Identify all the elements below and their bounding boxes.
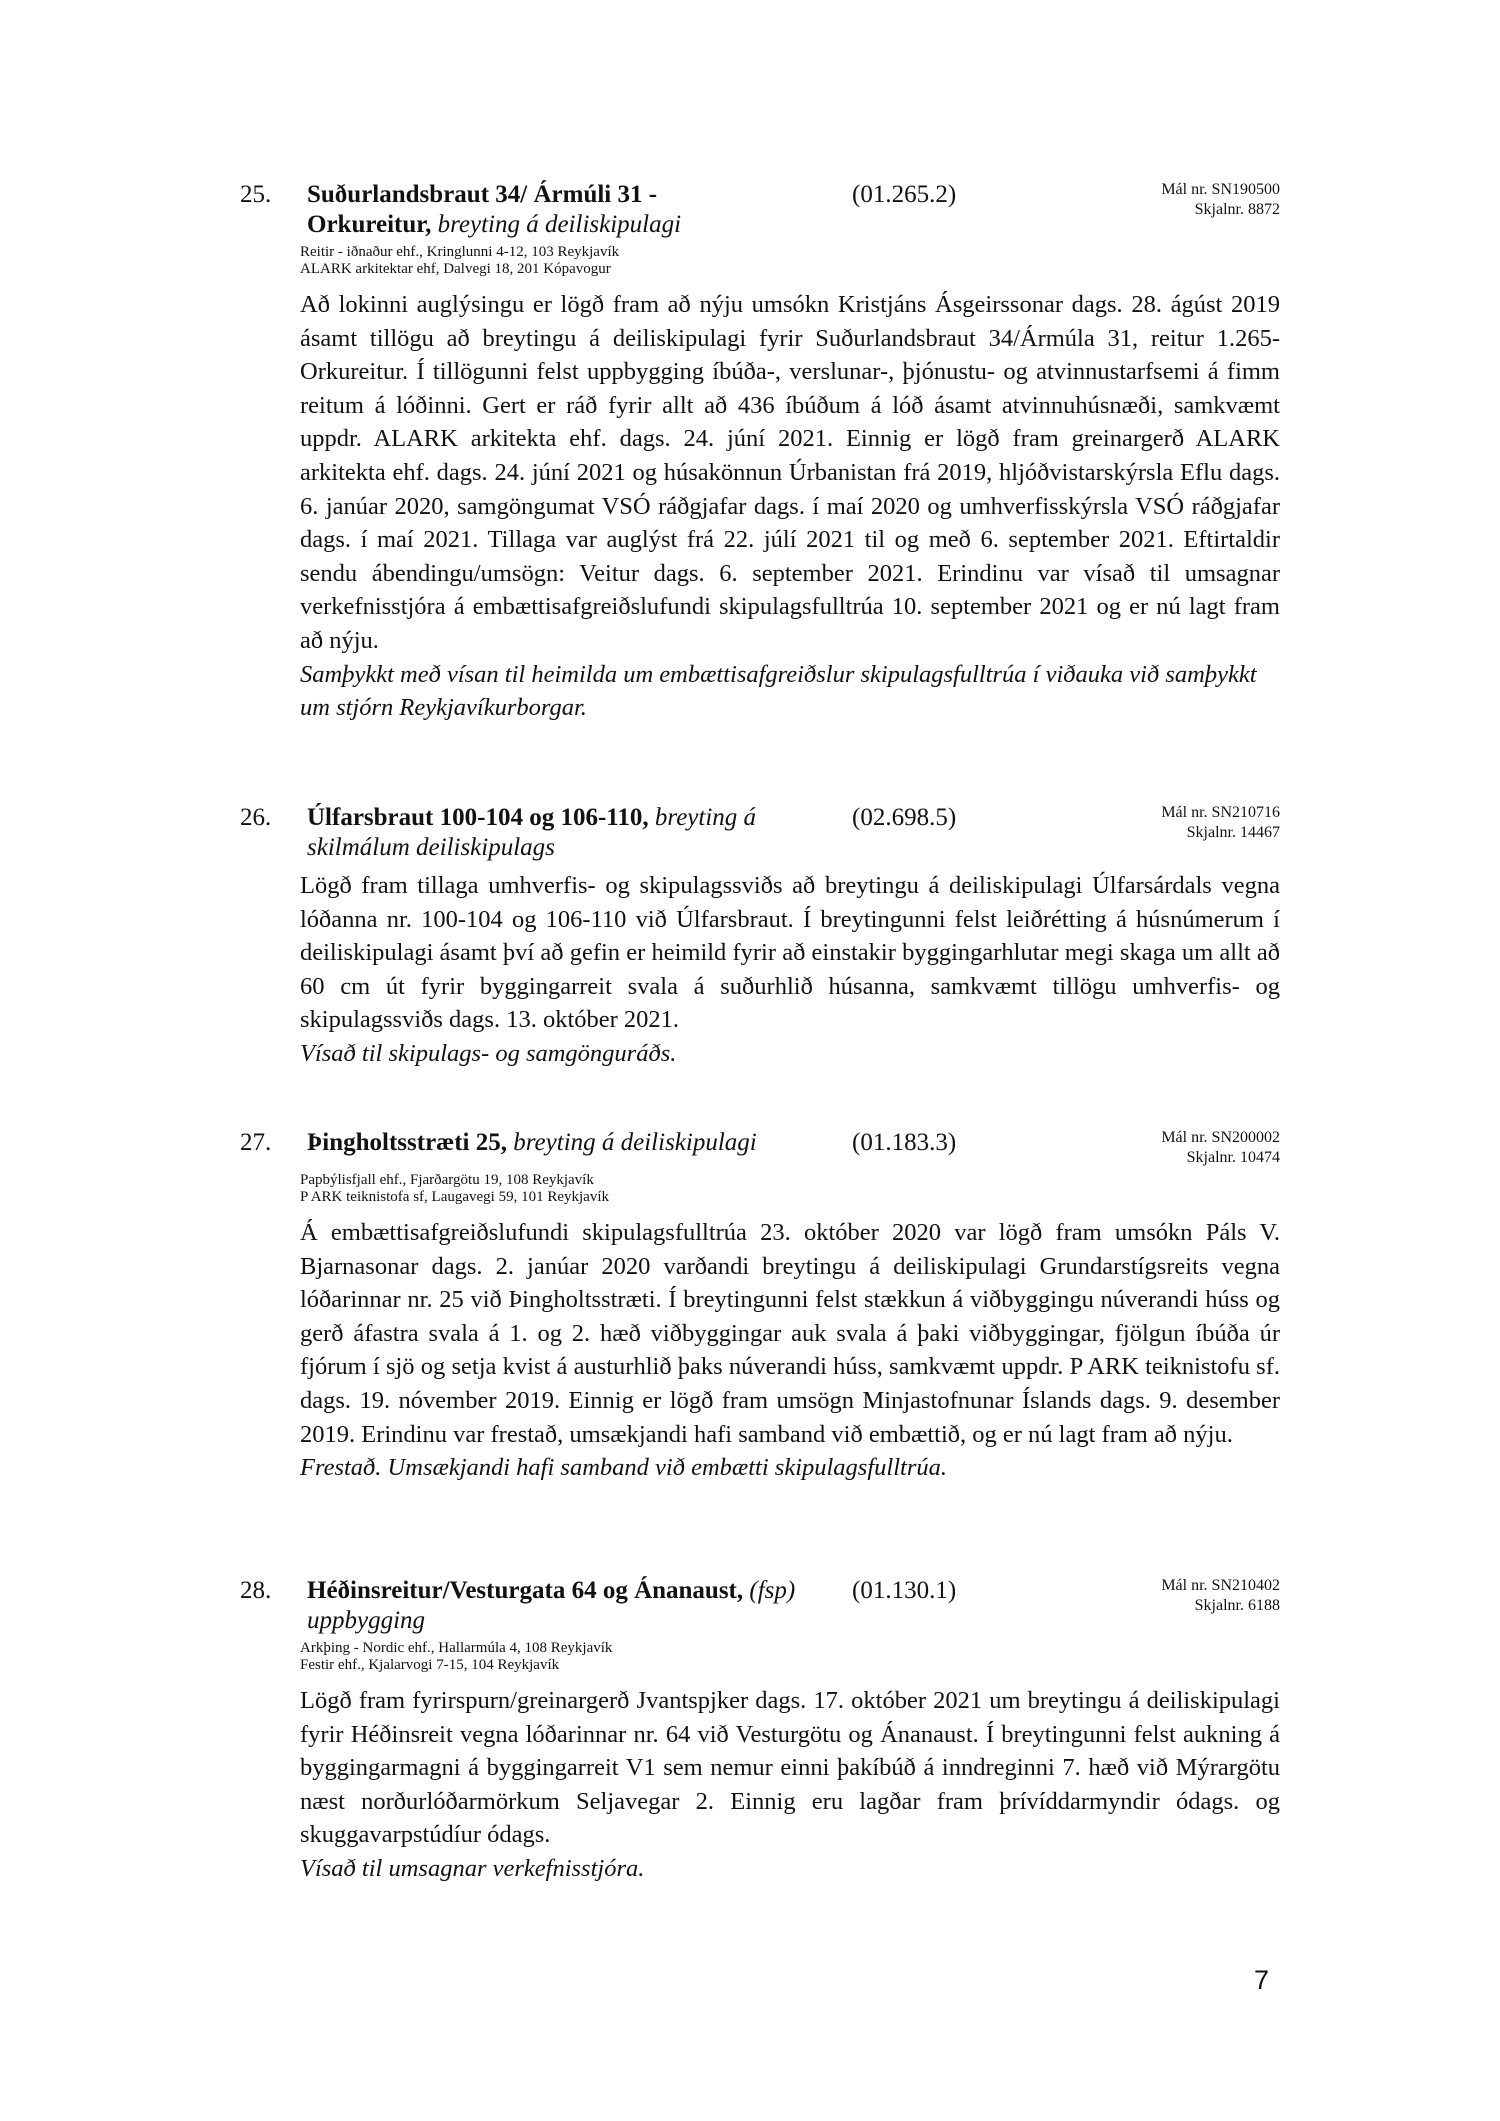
item-title (307, 180, 787, 240)
skjalnr: Skjalnr. 10474 (1186, 1149, 1280, 1166)
item-parties (300, 244, 619, 278)
item-title (307, 1128, 847, 1158)
item-location: (01.183.3) (852, 1129, 957, 1156)
case-reference (1161, 180, 1280, 220)
case-reference (1161, 803, 1280, 843)
item-title-italic: (fsp) uppbygging (307, 1577, 796, 1634)
item-title (307, 1576, 827, 1636)
party-line: Festir ehf., Kjalarvogi 7-15, 104 Reykjavík (300, 1657, 560, 1673)
item-body (300, 869, 1280, 1071)
item-description: Lögð fram fyrirspurn/greinargerð Jvantspjker dags. 17. október 2021 um breytingu á deiliskipulagi fyrir Héðinsreit vegna lóðarinnar nr. 64 við Vesturgötu og Ánanaust. Í breytingunni felst aukning á byggingarmagni á byggingarreit V1 sem nemur einni þakíbúð á inndreginni 7. hæð við Mýrargötu næst norðurlóðarmörkum Seljavegar 2. Einnig eru lagðar fram þrívíddarmyndir ódags. og skuggavarpstúdíur ódags. (300, 1687, 1280, 1849)
item-title-bold: Þingholtsstræti 25, (307, 1129, 507, 1156)
skjalnr: Skjalnr. 6188 (1194, 1597, 1280, 1614)
party-line: Reitir - iðnaður ehf., Kringlunni 4-12, 103 Reykjavík (300, 244, 620, 260)
mal-nr: Mál nr. SN200002 (1161, 1129, 1280, 1146)
item-title-bold: Héðinsreitur/Vesturgata 64 og Ánanaust, (307, 1577, 744, 1604)
item-parties (300, 1172, 609, 1206)
item-title-italic: breyting á deiliskipulagi (513, 1129, 757, 1156)
item-decision: Samþykkt með vísan til heimilda um embættisafgreiðslur skipulagsfulltrúa í viðauka við samþykkt um stjórn Reykjavíkurborgar. (300, 660, 1257, 722)
item-number: 25. (240, 181, 272, 208)
skjalnr: Skjalnr. 8872 (1194, 201, 1280, 218)
item-title-italic: breyting á skilmálum deiliskipulags (307, 804, 757, 861)
party-line: ALARK arkitektar ehf, Dalvegi 18, 201 Kópavogur (300, 261, 611, 277)
case-reference (1161, 1128, 1280, 1168)
item-body (300, 1216, 1280, 1485)
mal-nr: Mál nr. SN190500 (1161, 181, 1280, 198)
item-title-bold: Úlfarsbraut 100-104 og 106-110, (307, 804, 649, 831)
skjalnr: Skjalnr. 14467 (1186, 824, 1280, 841)
item-number: 28. (240, 1577, 272, 1604)
item-description: Á embættisafgreiðslufundi skipulagsfulltrúa 23. október 2020 var lögð fram umsókn Páls V. Bjarnasonar dags. 2. janúar 2020 varðandi breytingu á deiliskipulagi Grundarstígsreits vegna lóðarinnar nr. 25 við Þingholtsstræti. Í breytingunni felst stækkun á viðbyggingu núverandi húss og gerð áfastra svala á 1. og 2. hæð viðbyggingar auk svala á þaki viðbyggingar, fjölgun íbúða úr fjórum í sjö og setja kvist á austurhlið þaks núverandi húss, samkvæmt uppdr. P ARK teiknistofu sf. dags. 19. nóvember 2019. Einnig er lögð fram umsögn Minjastofnunar Íslands dags. 9. desember 2019. Erindinu var frestað, umsækjandi hafi samband við embættið, og er nú lagt fram að nýju. (300, 1219, 1280, 1448)
item-description: Að lokinni auglýsingu er lögð fram að nýju umsókn Kristjáns Ásgeirssonar dags. 28. ágúst 2019 ásamt tillögu að breytingu á deiliskipulagi fyrir Suðurlandsbraut 34/Ármúla 31, reitur 1.265- Orkureitur. Í tillögunni felst uppbygging íbúða-, verslunar-, þjónustu- og atvinnustarfsemi á fimm reitum á lóðinni. Gert er ráð fyrir allt að 436 íbúðum á lóð ásamt atvinnuhúsnæði, samkvæmt uppdr. ALARK arkitekta ehf. dags. 24. júní 2021. Einnig er lögð fram greinargerð ALARK arkitekta ehf. dags. 24. júní 2021 og húsakönnun Úrbanistan frá 2019, hljóðvistarskýrsla Eflu dags. 6. janúar 2020, samgöngumat VSÓ ráðgjafar dags. í maí 2020 og umhverfisskýrsla VSÓ ráðgjafar dags. í maí 2021. Tillaga var auglýst frá 22. júlí 2021 til og með 6. september 2021. Eftirtaldir sendu ábendingu/umsögn: Veitur dags. 6. september 2021. Erindinu var vísað til umsagnar verkefnisstjóra á embættisafgreiðslufundi skipulagsfulltrúa 10. september 2021 og er nú lagt fram að nýju. (300, 291, 1280, 654)
item-number: 27. (240, 1129, 272, 1156)
party-line: P ARK teiknistofa sf, Laugavegi 59, 101 Reykjavík (300, 1189, 609, 1205)
item-title (307, 803, 827, 863)
item-location: (02.698.5) (852, 804, 957, 831)
case-reference (1161, 1576, 1280, 1616)
party-line: Arkþing - Nordic ehf., Hallarmúla 4, 108 Reykjavík (300, 1640, 613, 1656)
item-number: 26. (240, 804, 272, 831)
item-title-italic: breyting á deiliskipulagi (437, 211, 682, 238)
item-description: Lögð fram tillaga umhverfis- og skipulagssviðs að breytingu á deiliskipulagi Úlfarsárdals vegna lóðanna nr. 100-104 og 106-110 við Úlfarsbraut. Í breytingunni felst leiðrétting á húsnúmerum í deiliskipulagi ásamt því að gefin er heimild fyrir að einstakir byggingarhlutar megi skaga um allt að 60 cm út fyrir byggingarreit svala á suðurhlið húsanna, samkvæmt tillögu umhverfis- og skipulagssviðs dags. 13. október 2021. (300, 872, 1280, 1034)
item-body (300, 1684, 1280, 1886)
item-decision: Vísað til skipulags- og samgönguráðs. (300, 1039, 677, 1067)
item-parties (300, 1640, 612, 1674)
party-line: Papbýlisfjall ehf., Fjarðargötu 19, 108 Reykjavík (300, 1172, 594, 1188)
item-decision: Vísað til umsagnar verkefnisstjóra. (300, 1854, 645, 1882)
item-decision: Frestað. Umsækjandi hafi samband við embætti skipulagsfulltrúa. (300, 1454, 947, 1482)
item-title-bold: Suðurlandsbraut 34/ Ármúli 31 - Orkureitur, (307, 181, 658, 238)
mal-nr: Mál nr. SN210402 (1161, 1577, 1280, 1594)
item-location: (01.130.1) (852, 1577, 957, 1604)
item-location: (01.265.2) (852, 181, 957, 208)
page-number: 7 (1254, 1965, 1270, 1995)
mal-nr: Mál nr. SN210716 (1161, 804, 1280, 821)
item-body (300, 288, 1280, 725)
